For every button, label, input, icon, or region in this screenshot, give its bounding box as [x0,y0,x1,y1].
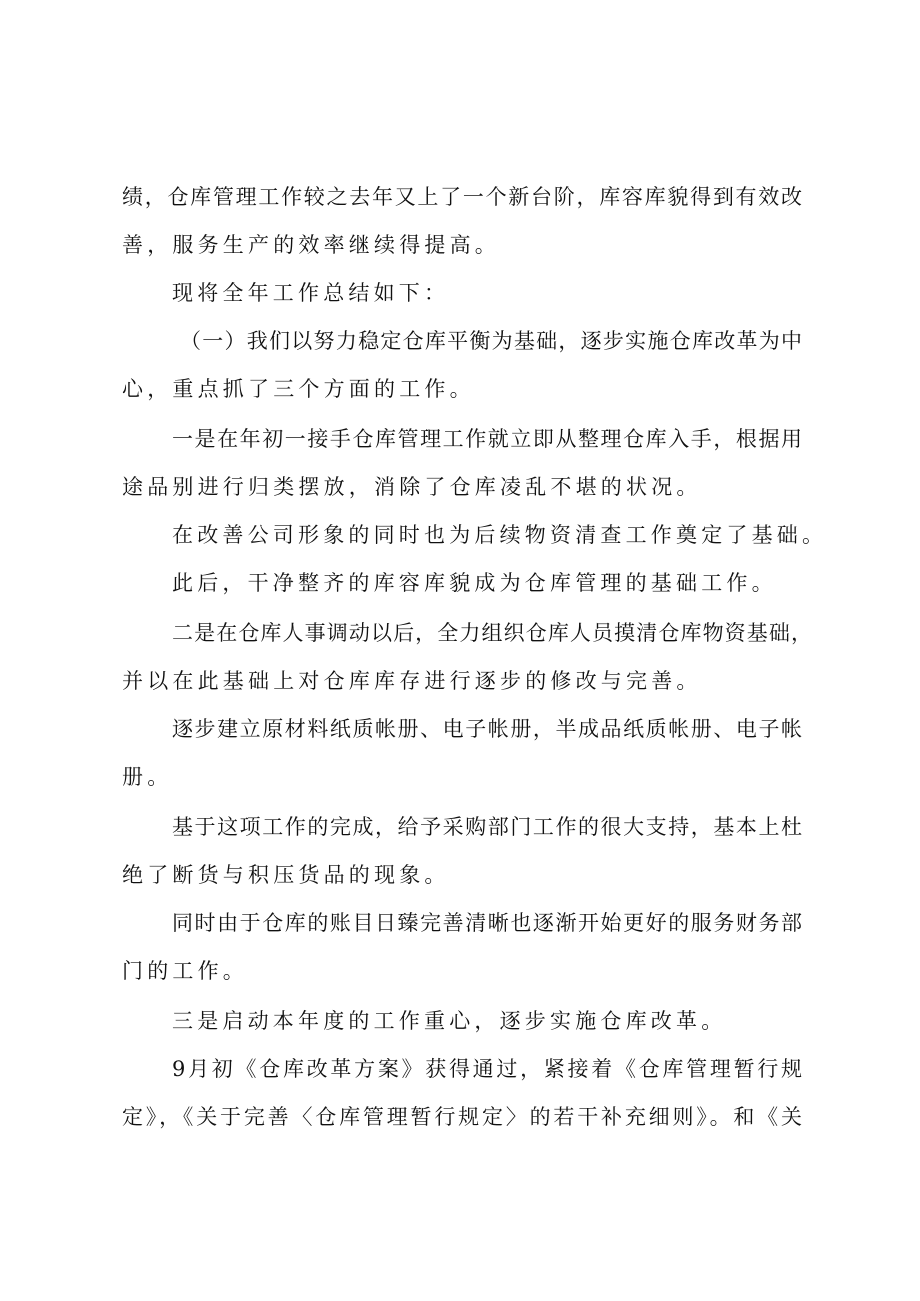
body-line: 一是在年初一接手仓库管理工作就立即从整理仓库入手，根据用 [172,427,802,451]
body-line: 定》，《关于完善〈仓库管理暂行规定〉的若干补充细则》。和《关 [122,1105,802,1129]
body-line: 途品别进行归类摆放，消除了仓库凌乱不堪的状况。 [122,475,702,499]
body-line: 同时由于仓库的账目日臻完善清晰也逐渐开始更好的服务财务部 [172,911,802,935]
body-line: 善，服务生产的效率继续得提高。 [122,233,500,257]
body-line: 绝了断货与积压货品的现象。 [122,863,450,887]
body-line: 门的工作。 [122,959,248,983]
body-line: 基于这项工作的完成，给予采购部门工作的很大支持，基本上杜 [172,815,802,839]
body-line: 三是启动本年度的工作重心，逐步实施仓库改革。 [172,1009,727,1033]
body-line: （一）我们以努力稳定仓库平衡为基础，逐步实施仓库改革为中 [180,329,802,353]
body-line: 心，重点抓了三个方面的工作。 [122,377,475,401]
body-line: 册。 [122,765,173,789]
body-line: 9月初《仓库改革方案》获得通过，紧接着《仓库管理暂行规 [172,1057,802,1081]
body-line: 绩，仓库管理工作较之去年又上了一个新台阶，库容库貌得到有效改 [122,185,802,209]
body-line: 在改善公司形象的同时也为后续物资清查工作奠定了基础。 [172,523,828,547]
body-line: 逐步建立原材料纸质帐册、电子帐册，半成品纸质帐册、电子帐 [172,717,802,741]
body-line: 二是在仓库人事调动以后，全力组织仓库人员摸清仓库物资基础， [172,621,812,645]
body-line: 现将全年工作总结如下： [172,281,450,305]
body-line: 此后，干净整齐的库容库貌成为仓库管理的基础工作。 [172,571,777,595]
body-line: 并以在此基础上对仓库库存进行逐步的修改与完善。 [122,669,702,693]
